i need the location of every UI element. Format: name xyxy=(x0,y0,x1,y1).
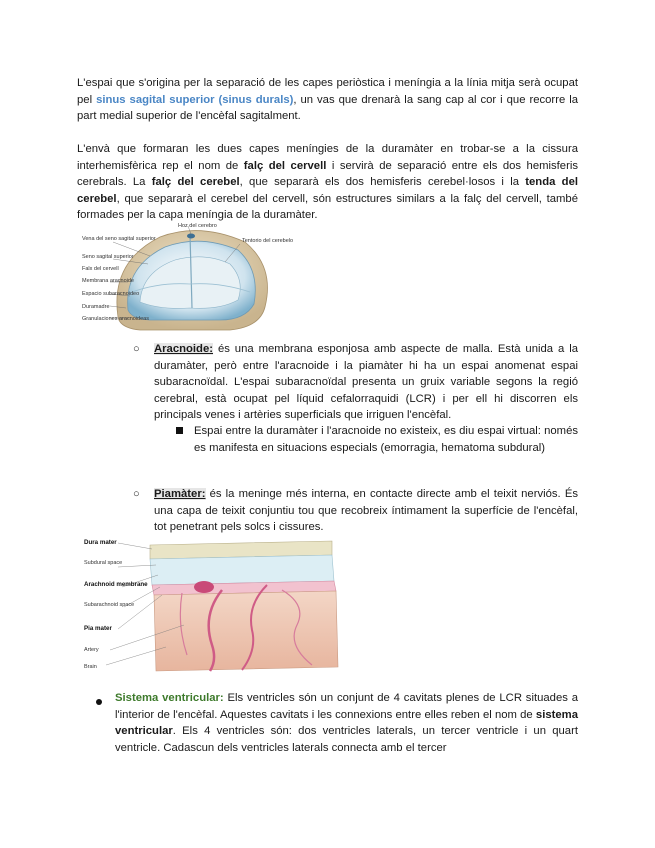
piamater-term: Piamàter: xyxy=(154,488,206,500)
bold-term: falç del cerebel xyxy=(151,176,240,189)
bold-term: falç del cervell xyxy=(243,159,327,172)
label-pia-mater: Pia mater xyxy=(84,625,112,632)
bold-term: tenda del cerebel xyxy=(77,176,578,205)
ventricular-term: Sistema ventricular: xyxy=(115,692,224,704)
piamater-item xyxy=(154,486,578,536)
ventricular-item xyxy=(115,690,578,756)
aracnoide-item xyxy=(154,341,578,424)
ventricular-text: Els ventricles són un conjunt de 4 cavitats plenes de LCR situades a l'interior de l'encèfal. Aquestes cavitats i les connexions entre elles reben el nom de xyxy=(115,692,578,721)
label-brain: Brain xyxy=(84,664,97,670)
paragraph-text: , un vas que drenarà la sang cap al cor i que recorre la part medial superior de l'encèfal sagitalment. xyxy=(77,93,579,123)
paragraph-text: i servirà de separació entre els dos hemisferis cerebrals. La xyxy=(77,159,579,189)
aracnoide-text: és una membrana esponjosa amb aspecte de malla. Està unida a la duramàter, però entre l'aracnoide i la piamàter hi ha un espai anomenat espai subaracnoïdal. L'espai subaracnoïdal presenta un gruix variable segons la regió cerebral, està ocupat pel líquid cefalorraquidi (LCR) i per ell hi discorren els principals venes i artèries superficials que irriguen l'encèfal. xyxy=(154,343,578,422)
paragraph-text: L'envà que formaran les dues capes meníngies de la duramàter en trobar-se a la cissura interhemisfèrica rep el nom de xyxy=(77,143,578,172)
meninges-layers-figure xyxy=(82,535,342,677)
filled-circle-bullet-icon xyxy=(96,699,102,705)
square-bullet-icon xyxy=(176,427,183,434)
label-artery: Artery xyxy=(84,647,99,653)
paragraph-text: L'espai que s'origina per la separació de les capes periòstica i meníngia a la línia mitja serà ocupat pel xyxy=(77,77,578,106)
label-tentorio: Tentorio del cerebelo xyxy=(242,238,294,244)
meninges-layers-illustration xyxy=(82,535,342,677)
label-seno-sagital: Seno sagital superior xyxy=(82,254,134,260)
aracnoide-subitem: Espai entre la duramàter i l'aracnoide no existeix, es diu espai virtual: només es manifesta en situacions especials (emorragia, hematoma subdural) xyxy=(194,425,578,454)
label-granulaciones: Granulaciones aracnoideas xyxy=(82,316,149,322)
label-duramadre: Duramadre xyxy=(82,304,110,310)
hollow-circle-bullet-icon: ○ xyxy=(133,488,140,500)
label-subdural-space: Subdural space xyxy=(84,560,123,566)
hollow-circle-bullet-icon: ○ xyxy=(133,343,140,355)
skull-meninges-illustration xyxy=(80,222,294,334)
label-espacio-subaracnoideo: Espacio subaracnoideo xyxy=(82,291,140,297)
label-membrana-aracnoide: Membrana aracnoide xyxy=(82,278,134,284)
paragraph-text: , que separarà el cerebel del cervell, són estructures similars a la falç del cervell, també formades per la capa meníngia de la duramàter. xyxy=(77,192,578,222)
aracnoide-term: Aracnoide: xyxy=(154,343,214,355)
paragraph-falx xyxy=(77,141,578,224)
sinus-link[interactable]: sinus sagital superior (sinus durals) xyxy=(96,93,294,106)
label-hoz-cerebro: Hoz del cerebro xyxy=(178,223,217,229)
label-dura-mater: Dura mater xyxy=(84,539,117,546)
paragraph-text: , que separarà els dos hemisferis cerebel·losos i la xyxy=(239,176,526,189)
label-arachnoid-membrane: Arachnoid membrane xyxy=(84,581,148,588)
paragraph-sinus xyxy=(77,75,578,125)
piamater-text: és la meninge més interna, en contacte directe amb el teixit nerviós. És una capa de teixit conjuntiu tou que recobreix íntimament la superfície de l'encèfal, tot penetrant pels solcs i cissures. xyxy=(154,488,578,534)
ventricular-text: . Els 4 ventricles són: dos ventricles laterals, un tercer ventricle i un quart ventricle. Cadascun dels ventricles laterals connecta amb el tercer xyxy=(115,725,578,754)
label-subarachnoid-space: Subarachnoid space xyxy=(84,602,135,608)
label-falx: Falx del cervell xyxy=(82,266,119,272)
skull-meninges-figure xyxy=(80,222,294,334)
bold-term: sistema ventricular xyxy=(115,708,578,738)
label-vena-seno: Vena del seno sagital superior xyxy=(82,236,156,242)
